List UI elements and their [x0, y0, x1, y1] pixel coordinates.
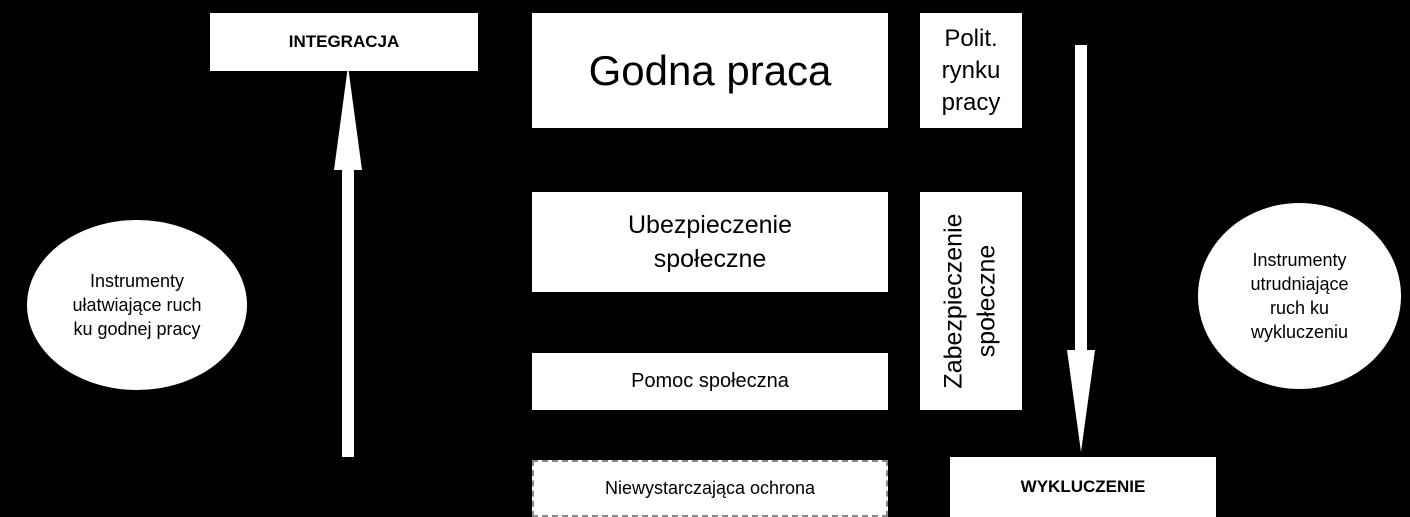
- ubezpieczenie-line-1: Ubezpieczenie: [628, 211, 792, 239]
- ubezpieczenie-line-2: społeczne: [653, 245, 767, 273]
- zabezpieczenie-line-2: społeczne: [973, 244, 1001, 358]
- zabezpieczenie-line-1: Zabezpieczenie: [940, 213, 968, 389]
- down-arrow: [1067, 45, 1095, 452]
- right-ellipse-line-4: wykluczeniu: [1250, 322, 1349, 342]
- left-ellipse-line-2: ułatwiające ruch: [72, 295, 202, 315]
- godna-praca-label: Godna praca: [588, 46, 832, 94]
- right-ellipse-line-3: ruch ku: [1269, 298, 1329, 318]
- pomoc-spoleczna-label: Pomoc społeczna: [631, 370, 789, 392]
- polit-line-3: pracy: [941, 88, 1001, 116]
- polit-line-1: Polit.: [944, 24, 998, 52]
- integracja-label: INTEGRACJA: [288, 32, 400, 51]
- right-ellipse-line-2: utrudniające: [1250, 274, 1349, 294]
- left-ellipse-line-1: Instrumenty: [89, 271, 185, 291]
- niewystarczajaca-ochrona-label: Niewystarczająca ochrona: [604, 478, 816, 498]
- up-arrow: [334, 66, 362, 457]
- wykluczenie-label: WYKLUCZENIE: [1020, 477, 1146, 496]
- left-ellipse-line-3: ku godnej pracy: [73, 319, 201, 339]
- right-ellipse-line-1: Instrumenty: [1252, 250, 1347, 270]
- polit-line-2: rynku: [941, 56, 1001, 84]
